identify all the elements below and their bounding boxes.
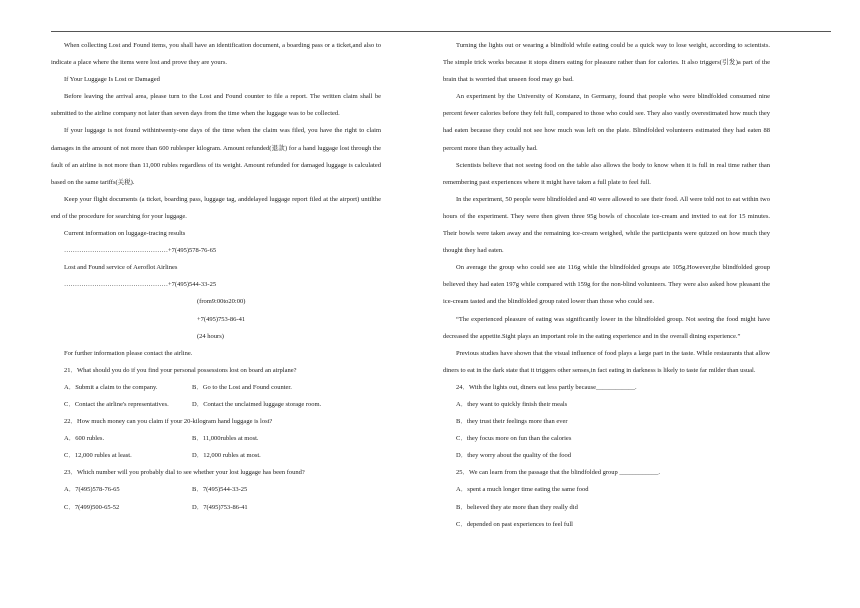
- paragraph-konstanz-experiment: An experiment by the University of Konstanz, in Germany, found that people who were blindfolded consumed nine percent fewer calories before they felt full, compared to those who could see. They also vastly overestimated how much they had eaten because they could not see how much was left on the plate. Blindfolded volunteers estimated they had eaten 88 percent more than they actually had.: [443, 93, 770, 152]
- question-21-option-b: B．Go to the Lost and Found counter.: [192, 383, 292, 391]
- question-25-option-c: C．depended on past experiences to feel full: [456, 520, 573, 528]
- question-24-option-d: D．they worry about the quality of the food: [456, 452, 571, 460]
- further-info-line: For further information please contact the airline.: [64, 349, 193, 357]
- question-24-option-a: A．they want to quickly finish their meals: [456, 400, 568, 408]
- question-25-option-a: A．spent a much longer time eating the same food: [456, 486, 589, 494]
- question-21-option-d: D．Contact the unclaimed luggage storage room.: [192, 400, 322, 408]
- question-22-stem: 22．How much money can you claim if your 20-kilogram hand luggage is lost?: [64, 418, 273, 426]
- question-21-stem: 21．What should you do if you find your personal possessions lost on board an airplane?: [64, 366, 297, 374]
- top-rule: [51, 31, 831, 32]
- paragraph-results: On average the group who could see ate 116g while the blindfolded groups ate 105g.However,the blindfolded group believed they had eaten 197g while compared with 159g for the non-blind volunteers. They were also asked how pleasant the ice-cream tasted and the blindfolded group rated lower than those who could see.: [443, 264, 770, 306]
- paragraph-keep-documents: Keep your flight documents (a ticket, boarding pass, luggage tag, anddelayed luggage report filed at the airport) untilthe end of the procedure for searching for your luggage.: [51, 195, 381, 220]
- question-21-option-a: A．Submit a claim to the company.: [64, 383, 158, 391]
- tracing-info-label: Current information on luggage-tracing results: [64, 230, 186, 238]
- question-22-option-b: B．11,000rubles at most.: [192, 435, 259, 443]
- right-column: [443, 37, 770, 533]
- paragraph-lost-found-intro: When collecting Lost and Found items, you shall have an identification document, a boarding pass or a ticket,and also to indicate a place where the items were lost and prove they are yours.: [51, 42, 381, 67]
- question-21-options-row-1: [64, 379, 381, 396]
- paragraph-previous-studies: Previous studies have shown that the visual influence of food plays a large part in the taste. While restaurants that allow diners to eat in the dark state that it triggers other senses,in fact eating in darkness is likely to taste far milder than usual.: [443, 349, 770, 374]
- question-23-stem: 23．Which number will you probably dial to see whether your lost luggage has been found?: [64, 469, 305, 477]
- tracing-phone-line: …………………………………………+7(495)578-76-65: [64, 247, 217, 255]
- question-23-option-a: A．7(495)578-76-65: [64, 486, 120, 494]
- paragraph-quote: “The experienced pleasure of eating was significantly lower in the blindfolded group. Not seeing the food might have decreased the appetite.Sight plays an important role in the eating experience and in the overall dining experience.”: [443, 315, 770, 340]
- question-23-options-row-2: [64, 499, 381, 516]
- left-column: [51, 37, 381, 516]
- service-phone-line: …………………………………………+7(495)544-33-25: [64, 281, 217, 289]
- question-21-option-c: C．Contact the airline's representatives.: [64, 400, 169, 408]
- question-22-options-row-2: [64, 447, 381, 464]
- question-24-stem: 24．With the lights out, diners eat less partly because____________.: [456, 383, 637, 391]
- question-25-stem: 25．We can learn from the passage that the blindfolded group ____________.: [456, 469, 660, 477]
- question-23-options-row-1: [64, 481, 381, 498]
- question-23-option-b: B．7(495)544-33-25: [192, 486, 248, 494]
- question-21-options-row-2: [64, 396, 381, 413]
- paragraph-blindfold-intro: Turning the lights out or wearing a blindfold while eating could be a quick way to lose weight, according to scientists. The simple trick works because it stops diners eating for pleasure rather than for calories. It also triggers(引发)a part of the brain that is worried that unseen food may go bad.: [443, 42, 770, 84]
- service-hours: (from9:00to20:00): [197, 298, 246, 306]
- question-22-options-row-1: [64, 430, 381, 447]
- lost-found-service-label: Lost and Found service of Aeroflot Airlines: [64, 264, 178, 272]
- question-23-option-d: D．7(495)753-86-41: [192, 503, 248, 511]
- question-24-option-c: C．they focus more on fun than the calories: [456, 435, 572, 443]
- paragraph-experiment-setup: In the experiment, 50 people were blindfolded and 40 were allowed to see their food. All were told not to eat within two hours of the experiment. They were then given three 95g bowls of chocolate ice-cream and invited to eat for 15 minutes. Their bowls were taken away and the remaining ice-cream weighed, while the participants were quizzed on how much they thought they had eaten.: [443, 195, 770, 255]
- question-22-option-c: C．12,000 rubles at least.: [64, 452, 132, 460]
- paragraph-claim-damages: If your luggage is not found withintwenty-one days of the time when the claim was filed, you have the right to claim damages in the amount of not more than 600 rublesper kilogram. Amount refunded(退款) for a hand luggage lost through the fault of an airline is not more than 11,000 rubles regardless of its weight. Amount refunded for damaged luggage is calculated based on the same tariffs(关税).: [51, 127, 381, 186]
- question-23-option-c: C．7(499)500-65-52: [64, 503, 120, 511]
- section-heading: If Your Luggage Is Lost or Damaged: [64, 76, 160, 84]
- service-phone-2: +7(495)753-86-41: [197, 315, 246, 323]
- question-22-option-a: A．600 rubles.: [64, 435, 105, 443]
- question-22-option-d: D．12,000 rubles at most.: [192, 452, 261, 460]
- paragraph-file-report: Before leaving the arrival area, please turn to the Lost and Found counter to file a report. The written claim shall be submitted to the airline company not later than seven days from the time when the luggage was to be collected.: [51, 93, 381, 118]
- question-25-option-b: B．believed they ate more than they really did: [456, 503, 578, 511]
- question-24-option-b: B．they trust their feelings more than ever: [456, 418, 568, 426]
- paragraph-scientists-believe: Scientists believe that not seeing food on the table also allows the body to know when it is full in real time rather than remembering past experiences where it might have taken a full plate to feel full.: [443, 161, 770, 186]
- service-hours-24: (24 hours): [197, 332, 224, 340]
